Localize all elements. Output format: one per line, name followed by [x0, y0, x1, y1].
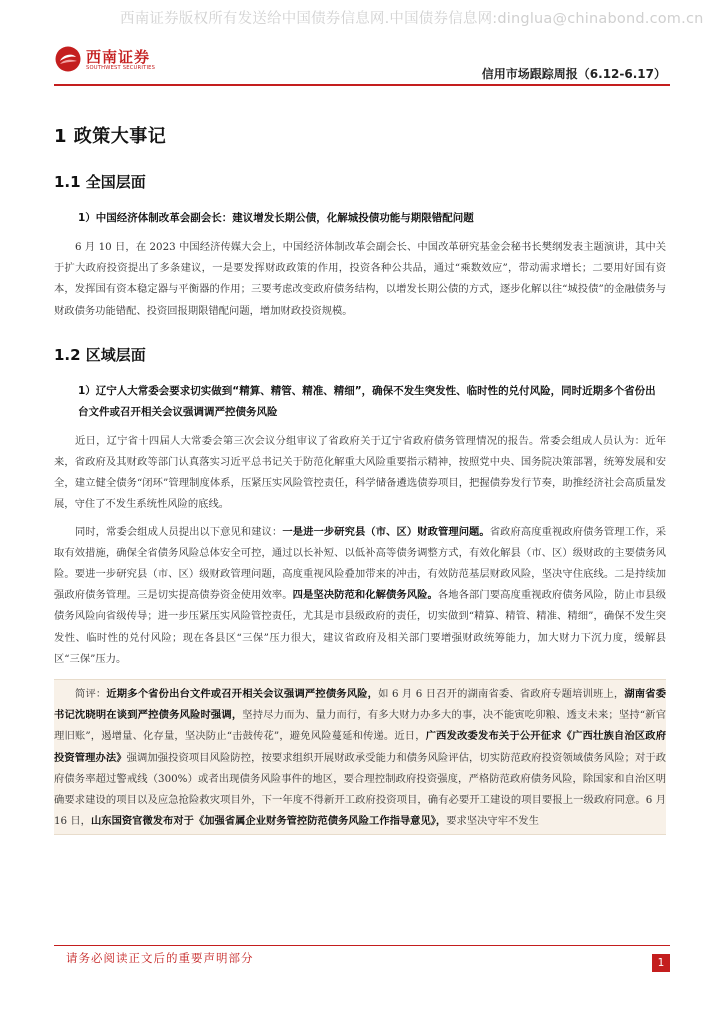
paragraph — [54, 522, 666, 670]
paragraph: 近日，辽宁省十四届人大常委会第三次会议分组审议了省政府关于辽宁省政府债务管理情况的报告。常委会组成人员认为：近年来，省政府及其财政等部门认真落实习近平总书记关于防范化解重大风险重要指示精神，按照党中央、国务院决策部署，统筹发展和安全，建立健全债务“闭环”管理制度体系，压紧压实风险管控责任，科学储备遴选债券项目，把握债券发行节奏，助推经济社会高质量发展，守住了不发生系统性风险的底线。 — [54, 434, 666, 511]
footer-divider — [54, 945, 670, 946]
watermark: 西南证券版权所有发送给中国债券信息网.中国债券信息网:dinglua@chinabond.com.cn — [120, 11, 704, 27]
text-run: 省政府高度重视政府债务管理工作，采取有效措施，确保全省债务风险总体安全可控，通过以长补短、以低补高等债务调整方式，有效化解县（市、区）级财政的主要债务风险。要进一步研究县（市、区）级财政管理问题，高度重视风险叠加带来的冲击，有效防范基层财政风险，坚决守住底线。二是持续加强政府债务管理。三是切实提高债券资金使用效率。 — [54, 525, 667, 602]
text-run: 坚持尽力而为、量力而行，有多大财力办多大的事，决不能寅吃卯粮、透支未来；坚持“新官理旧账”，遏增量、化存量，坚决防止“击鼓传花”，避免风险蔓延和传递。近日， — [54, 709, 666, 743]
report-title: 信用市场跟踪周报（6.12-6.17） — [481, 67, 666, 81]
main-content — [54, 122, 666, 835]
footer-disclaimer: 请务必阅读正文后的重要声明部分 — [66, 951, 254, 965]
section-heading: 1 政策大事记 — [54, 126, 167, 147]
bold-run: 广西发改委发布关于公开征求《广西壮族自治区政府投资管理办法》 — [54, 730, 667, 764]
logo — [54, 45, 164, 75]
text-run: 各地各部门要高度重视政府债务风险，防止市县级债务风险向省级传导；进一步压紧压实风险管控责任，尤其是市县级政府的责任，切实做到“精算、精管、精准、精细”，确保不发生突发性、临时性的兑付风险；现在各县区“三保”压力很大，建议省政府及相关部门要增强财政统筹能力，加大财力下沉力度，缓解县区“三保”压力。 — [54, 589, 667, 665]
bold-run: 湖南省委书记沈晓明在谈到严控债务风险时强调， — [54, 688, 667, 722]
logo-subtitle: SOUTHWEST SECURITIES — [86, 65, 156, 71]
bold-run: 山东国资官微发布对于《加强省属企业财务管控防范债务风险工作指导意见》， — [90, 815, 447, 828]
logo-name: 西南证券 — [86, 48, 151, 66]
text-run: 同时，常委会组成人员提出以下意见和建议： — [75, 525, 283, 538]
text-run: 如 6 月 6 日召开的湖南省委、省政府专题培训班上， — [378, 688, 625, 701]
subsection-heading-regional: 1.2 区域层面 — [54, 345, 146, 364]
item-title: 1）中国经济体制改革会副会长：建议增发长期公债，化解城投债功能与期限错配问题 — [78, 212, 474, 224]
text-run: 要求坚决守牢不发生 — [446, 815, 539, 828]
bold-run: 近期多个省份出台文件或召开相关会议强调严控债务风险， — [106, 688, 379, 701]
bold-run: 一是进一步研究县（市、区）财政管理问题。 — [282, 525, 490, 538]
logo-mark-icon — [54, 45, 82, 73]
item-title: 1）辽宁人大常委会要求切实做到“精算、精管、精准、精细”，确保不发生突发性、临时性的兑付风险，同时近期多个省份出台文件或召开相关会议强调调严控债务风险 — [78, 384, 656, 418]
comment-paragraph — [54, 684, 666, 832]
bold-run: 四是坚决防范和化解债务风险。 — [292, 589, 438, 602]
subsection-heading-national: 1.1 全国层面 — [54, 173, 146, 191]
paragraph: 6 月 10 日，在 2023 中国经济传媒大会上，中国经济体制改革会副会长、中国改革研究基金会秘书长樊纲发表主题演讲，其中关于扩大政府投资提出了多条建议，一是要发挥财政政策的作用，投资各种公共品，通过“乘数效应”，带动需求增长；二要用好国有资本，发挥国有资本稳定器与平衡器的作用；三要考虑改变政府债务结构，以增发长期公债的方式，逐步化解以往“城投债”的金融债务与财政债务功能错配、投资回报期限错配问题，增加财政投资规模。 — [54, 241, 666, 317]
text-run: 强调加强投资项目风险防控，按要求组织开展财政承受能力和债务风险评估，切实防范政府投资领域债务风险；对于政府债务率超过警戒线（300%）或者出现债务风险事件的地区，要合理控制政府投资强度，严格防范政府债务风险，除国家和自治区明确要求建设的项目以及应急抢险救灾项目外，下一年度不得新开工政府投资项目，确有必要开工建设的项目要报上一级政府同意。6 月 16 日， — [54, 751, 667, 828]
comment-box — [54, 679, 666, 835]
header-divider — [54, 84, 670, 86]
page-number: 1 — [652, 954, 670, 972]
text-run: 简评： — [75, 688, 107, 701]
